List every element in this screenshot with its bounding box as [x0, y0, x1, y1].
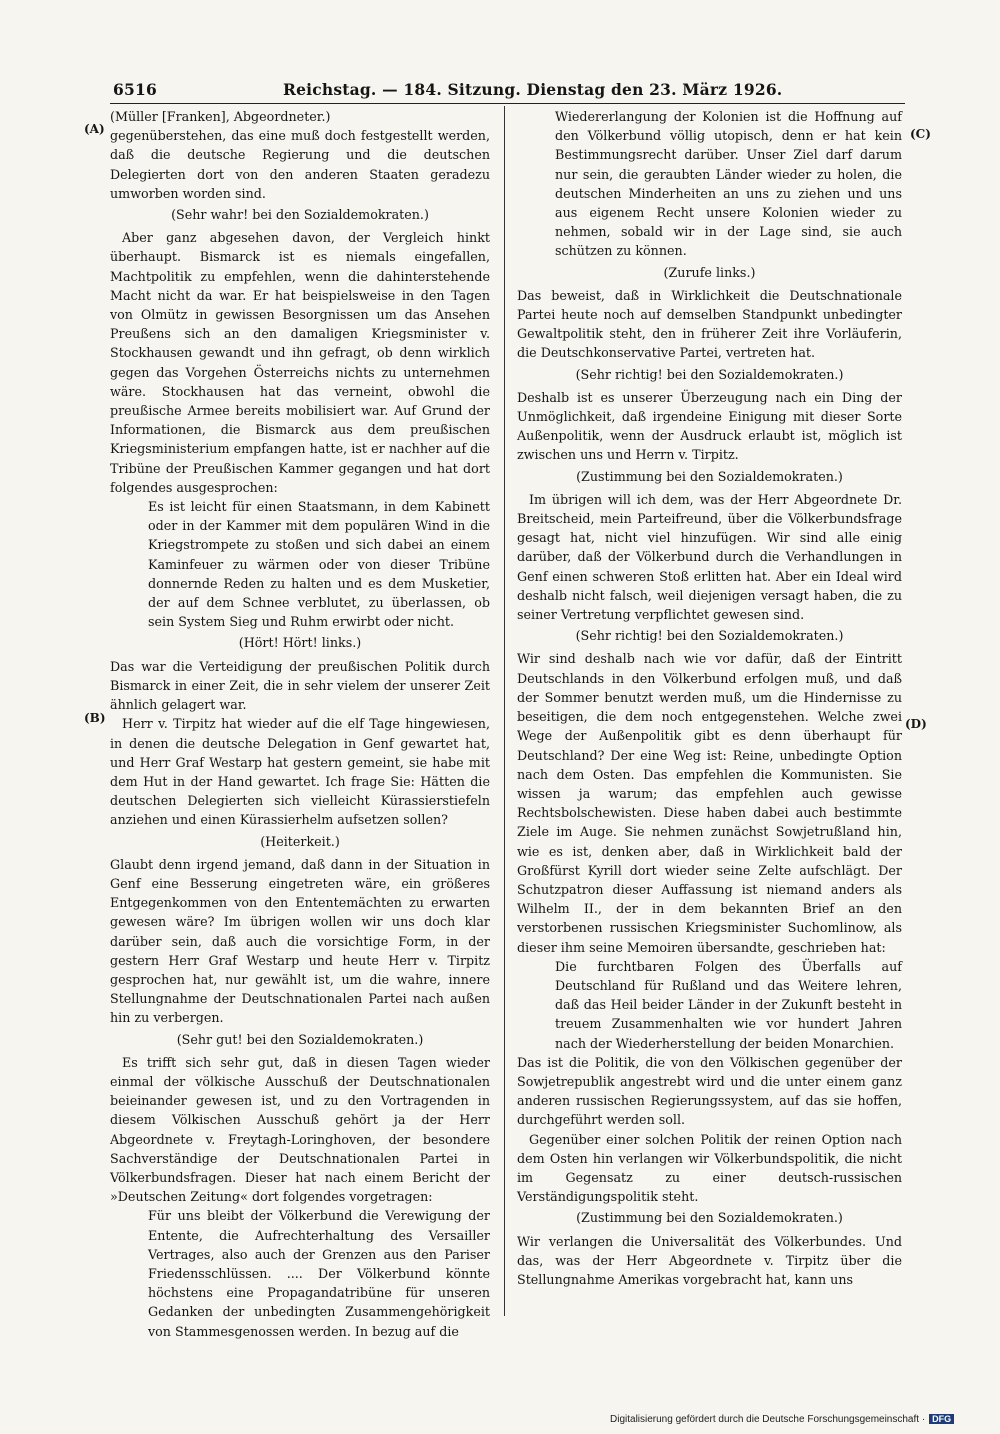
- quotation: Die furchtbaren Folgen des Überfalls auf Deutschland für Rußland und das Weitere lehren, daß das Heil beider Länder in der Zukunft besteht in treuem Zusammenhalten wie vor hundert Jahren nach der Wiederherstellung der beiden Monarchien.: [555, 958, 902, 1051]
- paragraph: Es trifft sich sehr gut, daß in diesen Tagen wieder einmal der völkische Ausschuß der Deutschnationalen beieinander gewesen ist, und zu den Vortragenden in diesem Völkischen Ausschuß gehört ja der Herr Abgeordnete v. Freytagh-Loringhoven, der besondere Sachverständige der Deutschnationalen Partei in Völkerbundsfragen. Dieser hat nach einem Bericht der »Deutschen Zeitung« dort folgendes vorgetragen:: [110, 1054, 490, 1205]
- header-divider: [110, 103, 905, 104]
- paragraph: Wir sind deshalb nach wie vor dafür, daß der Eintritt Deutschlands in den Völkerbund erfolgen muß, und daß der Sommer benutzt werden muß, um die Hindernisse zu beseitigen, die dem noch entgegenstehen. Welche zwei Wege der Außenpolitik gibt es denn überhaupt für Deutschland? Der eine Weg ist: Reine, unbedingte Option nach dem Osten. Das empfehlen die Kommunisten. Sie wissen ja warum; das empfehlen auch gewisse Rechtsbolschewisten. Diese haben dabei auch bestimmte Ziele im Auge. Sie nehmen zunächst Sowjetrußland hin, wie es ist, denken aber, daß in Wirklichkeit bald der Großfürst Kyrill dort wieder seine Zelte aufschlägt. Der Schutzpatron dieser Auffassung ist niemand anders als Wilhelm II., der in dem bekannten Brief an den verstorbenen russischen Kriegsminister Suchomlinow, als dieser ihm seine Memoiren übersandte, geschrieben hat:: [517, 651, 902, 955]
- digitization-credit: [610, 1414, 954, 1425]
- page-running-title: Reichstag. — 184. Sitzung. Dienstag den 23. März 1926.: [283, 80, 783, 99]
- margin-marker-a: (A): [84, 122, 105, 136]
- column-divider: [504, 106, 505, 1316]
- interjection: (Zurufe links.): [663, 264, 756, 280]
- paragraph: Aber ganz abgesehen davon, der Vergleich hinkt überhaupt. Bismarck ist es niemals eingefallen, Machtpolitik zu empfehlen, wenn die dahinterstehende Macht nicht da war. Er hat beispielsweise in den Tagen von Olmütz in gewissen Besorgnissen um das Ansehen Preußens sich an den damaligen Kriegsminister v. Stockhausen gewandt und ihn gefragt, ob denn wirklich gegen das Vorgehen Österreichs nichts zu unternehmen wäre. Stockhausen hat das verneint, obwohl die preußische Armee bereits mobilisiert war. Auf Grund der Informationen, die Bismarck aus dem preußischen Kriegsministerium empfangen hatte, ist er nachher auf die Tribüne der Preußischen Kammer gegangen und hat dort folgendes ausgesprochen:: [110, 230, 490, 495]
- paragraph: Glaubt denn irgend jemand, daß dann in der Situation in Genf eine Besserung eingetreten wäre, ein größeres Entgegenkommen von den Ententemächten zu erwarten gewesen wäre? Im übrigen wollen wir uns doch klar darüber sein, daß auch die vorsichtige Form, in der gestern Herr Graf Westarp und heute Herr v. Tirpitz gesprochen hat, nur gewählt ist, um die wahre, innere Stellungnahme der Deutschnationalen Partei nach außen hin zu verbergen.: [110, 856, 490, 1026]
- margin-marker-c: (C): [910, 127, 931, 141]
- page-number: 6516: [113, 80, 157, 99]
- credit-text: Digitalisierung gefördert durch die Deutsche Forschungsgemeinschaft ·: [610, 1414, 926, 1425]
- quotation: Für uns bleibt der Völkerbund die Verewigung der Entente, die Aufrechterhaltung des Versailler Vertrages, also auch der Grenzen aus den Pariser Friedensschlüssen. .... Der Völkerbund könnte höchstens eine Propagandatribüne für unseren Gedanken der unbedingten Zusammengehörigkeit von Stammesgenossen werden. In bezug auf die: [148, 1208, 490, 1339]
- interjection: (Sehr richtig! bei den Sozialdemokraten.): [575, 628, 844, 644]
- interjection: (Hört! Hört! links.): [238, 635, 362, 651]
- quotation-continued: Wiedererlangung der Kolonien ist die Hoffnung auf den Völkerbund völlig utopisch, denn er hat kein Bestimmungsrecht darüber. Unser Ziel darf darum nur sein, die geraubten Länder wieder zu holen, die deutschen Minderheiten an uns zu ziehen und uns aus eigenem Recht unsere Kolonien wieder zu nehmen, sobald wir in der Lage sind, sie auch schützen zu können.: [555, 109, 902, 259]
- quotation: Es ist leicht für einen Staatsmann, in dem Kabinett oder in der Kammer mit dem populären Wind in die Kriegstrompete zu stoßen und sich dabei an einem Kaminfeuer zu wärmen oder von dieser Tribüne donnernde Reden zu halten und es dem Musketier, der auf dem Schnee verblutet, zu überlassen, ob sein System Sieg und Ruhm erwirbt oder nicht.: [148, 499, 490, 630]
- paragraph: Wir verlangen die Universalität des Völkerbundes. Und das, was der Herr Abgeordnete v. Tirpitz über die Stellungnahme Amerikas vorgebracht hat, kann uns: [517, 1233, 902, 1287]
- interjection: (Sehr gut! bei den Sozialdemokraten.): [176, 1031, 424, 1047]
- interjection: (Zustimmung bei den Sozialdemokraten.): [576, 468, 843, 484]
- paragraph: Deshalb ist es unserer Überzeugung nach ein Ding der Unmöglichkeit, daß irgendeine Einigung mit dieser Sorte Außenpolitik, wenn der Ausdruck erlaubt ist, möglich ist zwischen uns und Herrn v. Tirpitz.: [517, 389, 902, 463]
- dfg-logo: DFG: [929, 1414, 954, 1424]
- interjection: (Heiterkeit.): [260, 833, 340, 849]
- paragraph: Das beweist, daß in Wirklichkeit die Deutschnationale Partei heute noch auf demselben Standpunkt unbedingter Gewaltpolitik steht, den in früherer Zeit ihre Vorläuferin, die Deutschkonservative Partei, vertreten hat.: [517, 287, 902, 361]
- interjection: (Sehr richtig! bei den Sozialdemokraten.): [575, 366, 844, 382]
- paragraph: gegenüberstehen, das eine muß doch festgestellt werden, daß die deutsche Regierung und die deutschen Delegierten dort von den anderen Staaten geradezu umworben worden sind.: [110, 128, 490, 201]
- speaker-line: (Müller [Franken], Abgeordneter.): [110, 109, 331, 124]
- margin-marker-d: (D): [905, 717, 927, 731]
- paragraph: Gegenüber einer solchen Politik der reinen Option nach dem Osten hin verlangen wir Völkerbundspolitik, die nicht im Gegensatz zu einer deutsch-russischen Verständigungspolitik steht.: [517, 1131, 902, 1205]
- interjection: (Sehr wahr! bei den Sozialdemokraten.): [171, 207, 429, 223]
- left-column: [110, 107, 490, 1341]
- page-header: [113, 80, 891, 102]
- right-column: [517, 107, 902, 1289]
- paragraph: Das ist die Politik, die von den Völkischen gegenüber der Sowjetrepublik angestrebt wird und die unter einem ganz anderen russischen Regierungssystem, auf das sie hoffen, durchgeführt werden soll.: [517, 1054, 902, 1128]
- paragraph: Im übrigen will ich dem, was der Herr Abgeordnete Dr. Breitscheid, mein Parteifreund, über die Völkerbundsfrage gesagt hat, nicht viel hinzufügen. Wir sind alle einig darüber, daß der Völkerbund durch die Verhandlungen in Genf einen schweren Stoß erlitten hat. Aber ein Ideal wird deshalb nicht falsch, weil diejenigen versagt haben, die zu seiner Vertretung verpflichtet gewesen sind.: [517, 491, 902, 623]
- paragraph: Das war die Verteidigung der preußischen Politik durch Bismarck in einer Zeit, die in sehr vielem der unserer Zeit ähnlich gelagert war.: [110, 658, 490, 713]
- interjection: (Zustimmung bei den Sozialdemokraten.): [576, 1210, 843, 1226]
- paragraph: Herr v. Tirpitz hat wieder auf die elf Tage hingewiesen, in denen die deutsche Delegation in Genf gewartet hat, und Herr Graf Westarp hat gestern gemeint, sie habe mit dem Hut in der Hand gewartet. Ich frage Sie: Hätten die deutschen Delegierten sich vielleicht Kürassierstiefeln anziehen und einen Kürassierhelm aufsetzen sollen?: [110, 716, 490, 828]
- margin-marker-b: (B): [84, 711, 106, 725]
